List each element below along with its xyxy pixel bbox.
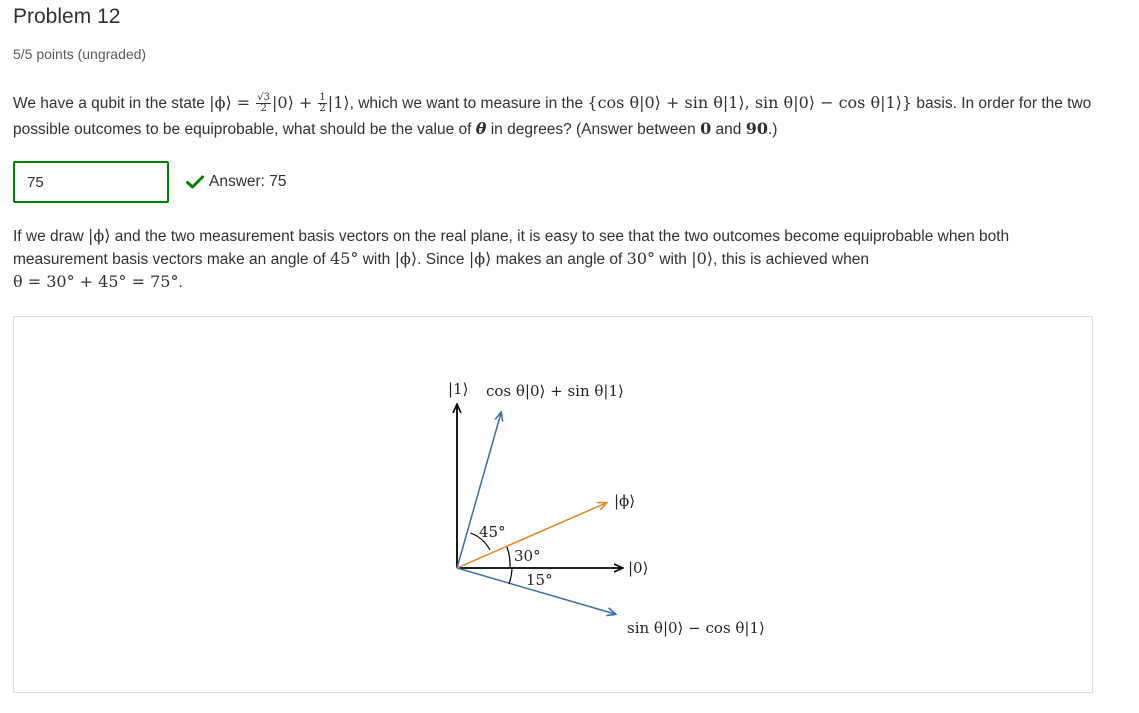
ket0-plus: |0⟩ + (272, 93, 318, 112)
answer-status (186, 173, 287, 191)
label-ket1: |1⟩ (448, 380, 469, 398)
frac-den-2b: 2 (319, 103, 326, 115)
explanation-part5: makes an angle of (491, 251, 627, 268)
problem-text-part5: .) (767, 121, 778, 138)
points-label: 5/5 points (ungraded) (13, 46, 147, 62)
vector-diagram (14, 317, 1092, 692)
explanation-part7: , this is achieved when (713, 251, 869, 268)
ket1: |1⟩ (327, 93, 350, 112)
explanation-part1: If we draw (13, 228, 88, 245)
range-ninety: 90 (745, 119, 768, 138)
problem-text-part2: , which we want to measure in the (349, 95, 588, 112)
explanation-part2: and the two measurement basis vectors on the real plane, it is easy to see that the two outcomes become equiprobable when both measurement basis vectors make an angle of (13, 228, 1010, 268)
label-basis1: cos θ|0⟩ + sin θ|1⟩ (486, 382, 624, 400)
answer-row (13, 159, 287, 205)
explanation-equation: θ = 30° + 45° = 75° (13, 272, 179, 291)
fraction-sqrt3-over-2 (256, 93, 271, 114)
explanation-ket0: |0⟩ (691, 249, 714, 268)
problem-statement (13, 90, 1103, 142)
basis-math: {cos θ|0⟩ + sin θ|1⟩, sin θ|0⟩ − cos θ|1⟩} (587, 93, 913, 112)
range-zero: 0 (700, 119, 712, 138)
label-basis2: sin θ|0⟩ − cos θ|1⟩ (627, 619, 765, 637)
figure-box (13, 316, 1093, 693)
problem-text-part4: in degrees? (Answer between (486, 121, 701, 138)
explanation-angle45: 45° (330, 249, 359, 268)
fraction-1-over-2 (318, 93, 326, 114)
explanation-part8: . (178, 274, 183, 291)
arc-15 (509, 568, 512, 584)
frac-num-sqrt3: √3 (257, 92, 271, 104)
explanation-phi-ket-2: |ϕ⟩ (394, 249, 418, 268)
explanation-part3: with (358, 251, 395, 268)
answer-input[interactable] (13, 161, 169, 203)
explanation-angle30: 30° (626, 249, 656, 268)
label-ket0: |0⟩ (628, 559, 649, 577)
answer-status-label: Answer: 75 (209, 173, 287, 190)
explanation-part6: with (655, 251, 692, 268)
problem-text-part1: We have a qubit in the state (13, 95, 210, 112)
explanation-part4: . Since (417, 251, 469, 268)
label-angle-15: 15° (526, 571, 553, 589)
explanation-phi-ket-3: |ϕ⟩ (468, 249, 492, 268)
problem-text-part3: basis. In order for the two possible outcomes to be equiprobable, what should be the value of (13, 95, 1092, 138)
label-angle-30: 30° (514, 547, 541, 565)
vector-basis1 (457, 413, 501, 568)
label-angle-45: 45° (479, 523, 506, 541)
theta-symbol: θ (475, 119, 487, 138)
label-phi: |ϕ⟩ (614, 492, 636, 510)
explanation-phi-ket-1: |ϕ⟩ (87, 226, 111, 245)
problem-title: Problem 12 (13, 5, 121, 28)
frac-den-2: 2 (260, 103, 267, 115)
state-lhs: |ϕ⟩ = (209, 93, 256, 112)
frac-num-1: 1 (319, 92, 326, 104)
range-and: and (711, 121, 746, 138)
check-icon (186, 175, 204, 189)
explanation (13, 225, 1103, 294)
arc-30 (507, 547, 510, 568)
